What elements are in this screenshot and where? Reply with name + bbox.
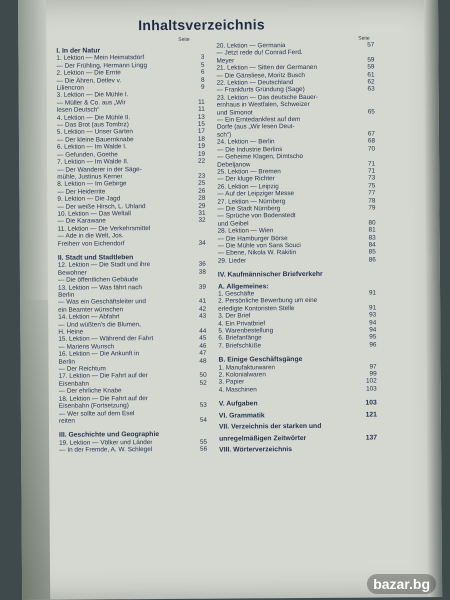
toc-entry-title: — Mariens Wunsch (58, 343, 115, 351)
toc-entry-title: — Geheime Klagen, Dimtscho (217, 153, 304, 161)
toc-entry-page: 55 (199, 438, 208, 446)
toc-entry-page (204, 254, 206, 261)
toc-entry-page: 29 (198, 202, 206, 210)
toc-entry-page: 41 (198, 298, 207, 306)
toc-entry-page (204, 291, 206, 298)
toc-entry-title: 1. Manufakturwaren (218, 363, 276, 372)
toc-entry-title: Debeljanow (217, 160, 251, 169)
toc-entry-page: 80 (368, 219, 376, 227)
toc-entry-title: mühle, Justinus Kerner (57, 173, 123, 181)
toc-entry-title: lesen Deutsch“ (56, 106, 100, 114)
toc-entry-title: 4. Lektion — Die Mühle II. (56, 113, 131, 122)
toc-entry-page: 68 (367, 137, 376, 145)
toc-entry-title: — Die Ähren, Detlev v. (56, 76, 122, 85)
toc-entry-title: 27. Lektion — Nürnberg (217, 197, 286, 206)
toc-entry-title: reiten (58, 417, 75, 425)
toc-entry-page: 48 (199, 357, 207, 365)
toc-entry-title: — In der Fremde, A. W. Schlegel (59, 446, 153, 454)
toc-entry-title: und Simonot (216, 109, 253, 117)
toc-entry-page: 95 (369, 333, 377, 341)
toc-entry-title: — Die Mühle von Sans Souci (217, 242, 301, 250)
toc-entry-page: 32 (198, 217, 206, 225)
toc-entry-page: 91 (368, 289, 377, 297)
toc-entry-title: — Die öffentlichen Gebäude (57, 276, 139, 284)
toc-entry-page: 46 (199, 342, 207, 350)
toc-entry-page: 93 (369, 311, 377, 319)
toc-entry-title: 9. Lektion — Die Jagd (57, 195, 121, 203)
toc-section-heading (219, 400, 377, 409)
toc-entry-page: 13 (197, 113, 205, 121)
toc-entry-page: 99 (369, 370, 377, 378)
toc-right-column (216, 42, 377, 454)
toc-entry-title: — Die Stadt Nürnberg (217, 205, 281, 213)
toc-entry-page (204, 224, 206, 231)
toc-entry-page: 8 (200, 76, 205, 84)
toc-entry-page: 42 (199, 305, 207, 313)
toc-entry-page: 102 (365, 377, 377, 386)
toc-entry-title: — Die Industrie Berlins (217, 145, 283, 154)
toc-entry-title: 3. Der Brief (218, 312, 251, 320)
toc-entry-page: 39 (198, 283, 207, 291)
toc-entry-page (374, 297, 376, 304)
toc-entry-page: 44 (199, 327, 207, 335)
toc-entry-title: — Frankfurts Gründung (Sage) (216, 86, 305, 95)
toc-entry-page (373, 123, 375, 130)
toc-entry-title: 6. Lektion — Im Walde I. (57, 143, 127, 152)
toc-entry-page (372, 49, 374, 56)
toc-entry-title: 4. Ein Privatbrief (218, 319, 266, 328)
toc-entry-title: III. Geschichte und Geographie (59, 431, 160, 440)
toc-entry-title: 3. Papier (218, 378, 245, 387)
toc-entry-title: ernhaus in Westfalen, Schweizer (216, 101, 310, 109)
toc-entry-page: 26 (198, 187, 206, 195)
toc-entry-page: 19 (197, 142, 206, 151)
toc-entry-page: 94 (369, 326, 377, 334)
toc-entry-title: 28. Lektion — Wien (217, 227, 274, 235)
toc-entry-title: 5. Lektion — Unser Garten (56, 128, 133, 137)
toc-entry-page (203, 91, 205, 98)
toc-entry-title: VII. Verzeichnis der starken und (218, 422, 322, 431)
watermark-dot: . (409, 576, 413, 592)
toc-entry-page (375, 423, 377, 430)
toc-entry-title: 8. Lektion — Im Gebirge (57, 180, 127, 189)
toc-entry-page (203, 165, 205, 172)
toc-entry-title: erledigte Kontoristen Stelle (218, 304, 295, 313)
toc-entry-page: 73 (368, 174, 376, 182)
toc-entry-title: 24. Lektion — Berlin (216, 138, 275, 146)
toc-entry-page: 34 (198, 239, 206, 247)
toc-entry-page (374, 271, 376, 278)
toc-entry-page (204, 276, 206, 283)
toc-entry-page: 38 (198, 268, 206, 276)
toc-entry-title: sch“) (216, 131, 232, 139)
toc-entry-title: — Ebene, Nikola W. Rakitin (217, 249, 297, 257)
watermark-logo (367, 574, 436, 594)
toc-entry-title: — Jetzt rede du! Conrad Ferd. (216, 49, 303, 58)
toc-entry-page: 43 (199, 312, 207, 320)
toc-entry-title: 13. Lektion — Was fährt nach (57, 283, 142, 292)
toc-entry-title: 14. Lektion — Abfahrt (58, 313, 120, 321)
toc-entry-page: 65 (367, 108, 375, 116)
toc-entry-page: 5 (200, 61, 205, 69)
toc-entry-page: 67 (367, 130, 375, 138)
toc-section-heading (219, 445, 377, 454)
toc-entry-title: — Der ehrliche Knabe (58, 387, 122, 396)
toc-entry-title: — Ade in die Welt, Jos. (57, 232, 124, 240)
toc-entry-page (202, 47, 204, 54)
toc-entry-page: 96 (369, 341, 377, 349)
toc-entry-title: 20. Lektion — Germania (216, 42, 286, 50)
toc-entry-title: Berlin (58, 291, 75, 299)
toc-entry-title: — Müller & Co. aus „Wir (56, 99, 126, 107)
toc-entry-page: 23 (198, 172, 206, 180)
toc-entry-title: — Auf der Leipziger Messe (217, 190, 295, 198)
toc-entry-title: 18. Lektion — Die Fahrt auf der (58, 394, 148, 403)
toc-entry-title: IV. Kaufmännischer Briefverkehr (217, 271, 323, 279)
toc-entry-page: 94 (369, 319, 377, 327)
toc-entry-page: 54 (199, 416, 207, 424)
toc-entry-page: 71 (368, 167, 376, 175)
toc-entry-page (373, 153, 375, 160)
toc-entry-title: 22. Lektion — Deutschland (216, 79, 294, 87)
toc-entry-title: 5. Warenbestellung (218, 327, 274, 335)
toc-entry-page: 31 (198, 209, 206, 217)
toc-entry-page: 19 (197, 150, 206, 158)
toc-entry-page: 56 (200, 445, 208, 453)
toc-entry-title: 19. Lektion — Völker und Länder (59, 438, 153, 447)
toc-entry-page: 3 (200, 54, 205, 62)
toc-entry-page (373, 101, 375, 108)
toc-entry-page: 28 (198, 194, 206, 202)
toc-entry-page: 137 (365, 434, 378, 442)
toc-entry-title: Freiherr von Eichendorf (57, 239, 125, 248)
toc-entry-title: 11. Lektion — Die Verkehrsmittel (57, 224, 151, 233)
toc-entry-title: 7. Briefschlüße (218, 342, 262, 350)
toc-entry-title: VIII. Wörterverzeichnis (219, 446, 293, 454)
toc-entry-page: 81 (368, 226, 376, 234)
toc-section-heading (219, 423, 377, 432)
toc-entry-page: 50 (199, 372, 207, 380)
toc-entry-title: — Sprüche von Bodenstedt (217, 212, 296, 220)
toc-entry-title: 2. Lektion — Die Ernte (56, 69, 121, 77)
toc-entry-page: 79 (368, 204, 376, 212)
toc-entry-title: 15. Lektion — Während der Fahrt (58, 335, 154, 344)
toc-entry-page: 59 (367, 63, 375, 71)
toc-entry-title: I. In der Natur (56, 47, 101, 55)
toc-entry-page: 47 (199, 349, 207, 357)
toc-entry-title: und Geibel (217, 220, 249, 228)
toc-entry-page: 18 (197, 135, 205, 143)
toc-entry-title: 21. Lektion — Sitten der Germanen (216, 64, 318, 72)
toc-entry-page (374, 282, 376, 289)
seite-label-left: Seite (178, 36, 190, 43)
toc-entry-page: 103 (366, 385, 377, 393)
toc-entry-page: 15 (197, 120, 205, 128)
toc-entry-title: 16. Lektion — Die Ankunft in (58, 350, 140, 358)
toc-entry-title: Dorfe (aus „Wir lesen Deut- (216, 123, 295, 132)
toc-entry-title: 12. Lektion — Die Stadt und ihre (57, 261, 151, 270)
toc-entry-title: — Der Frühling, Hermann Lingg (56, 61, 148, 70)
toc-entry-page: 62 (367, 78, 375, 86)
toc-entry (59, 446, 207, 454)
toc-entry-page: 45 (199, 335, 207, 343)
toc-entry-page (205, 394, 207, 401)
toc-entry-title: unregelmäßigen Zeitwörter (219, 434, 307, 443)
toc-entry-title: Eisenbahn (Fortsetzung) (58, 402, 129, 410)
toc-entry-title: — Der kleine Bauernknabe (56, 136, 134, 144)
toc-entry-page: 36 (198, 261, 206, 269)
toc-entry-title: — Gefunden, Goethe (57, 150, 118, 159)
toc-entry-title: — Wer sollte auf dem Esel (58, 409, 135, 418)
toc-entry-page: 59 (367, 56, 375, 64)
toc-entry-title: 29. Lieder (217, 257, 247, 265)
toc-entry-title: 6. Briefanfänge (218, 334, 262, 343)
book-page (18, 0, 442, 600)
watermark-text: bazar (373, 576, 409, 592)
toc-entry-title: 10. Lektion — Das Weltall (57, 210, 131, 218)
toc-entry-page: 86 (368, 256, 376, 264)
toc-entry-title: B. Einige Geschäftsgänge (218, 356, 303, 364)
toc-entry-title: — Der Reichtum (58, 365, 106, 373)
toc-entry-page: 53 (199, 401, 207, 409)
toc-entry-page (205, 365, 207, 372)
toc-entry-title: 2. Kolonialwaren (218, 371, 266, 379)
toc-entry-title: Eisenbahn (58, 380, 89, 388)
toc-entry-title: Berlin (58, 358, 75, 366)
toc-entry-title: Meyer (216, 57, 235, 65)
toc-entry-title: H. Heine (58, 328, 84, 336)
toc-entry-title: — Der kluge Richter (217, 175, 275, 183)
toc-left-column (56, 43, 207, 455)
toc-entry-page: 103 (365, 399, 377, 407)
toc-entry-page: 11 (198, 105, 205, 113)
toc-entry-page (205, 409, 207, 416)
toc-entry-page (205, 387, 207, 394)
toc-entry-title: 1. Lektion — Mein Heimatsdorf (56, 54, 145, 63)
seite-label-right: Seite (358, 35, 370, 42)
page-right-edge (424, 0, 442, 597)
toc-entry-page: 25 (198, 180, 206, 188)
toc-entry-page: 71 (368, 160, 376, 168)
toc-entry-page: 77 (368, 189, 376, 197)
toc-entry-page: 63 (367, 85, 375, 93)
toc-entry-page: 61 (367, 71, 375, 79)
toc-entry-title: ein Beamter wünschen (58, 306, 124, 314)
toc-entry-title: — Die Karawane (57, 217, 106, 226)
toc-entry-title: 3. Lektion — Die Mühle I. (56, 91, 129, 100)
toc-entry-page (373, 212, 375, 219)
toc-entry-title: V. Aufgaben (218, 400, 258, 408)
toc-entry-title: — Und wüßten's die Blumen, (58, 320, 141, 329)
toc-entry-title: — Der weiße Hirsch, L. Uhland (57, 202, 146, 211)
toc-entry-page: 84 (368, 241, 376, 249)
toc-entry-title: — Die Gänsliese, Moritz Busch (216, 71, 305, 80)
toc-entry-title: II. Stadt und Stadtleben (57, 254, 134, 262)
toc-entry-page (373, 93, 375, 100)
toc-entry-page: 78 (368, 197, 376, 205)
toc-entry-page (373, 116, 375, 123)
toc-entry-title: 1. Geschäfte (218, 290, 255, 298)
toc-entry-title: — Der Heiderrite (57, 188, 106, 196)
toc-entry-title: 17. Lektion — Die Fahrt auf der (58, 372, 148, 381)
toc-entry-title: Liliencron (56, 84, 85, 92)
toc-entry-page: 22 (197, 157, 206, 165)
toc-entry-page: 97 (369, 363, 377, 371)
toc-entry-page (374, 356, 376, 363)
toc-entry-title: — Ein Erntedankfest auf dem (216, 116, 301, 124)
toc-entry-page: 11 (198, 98, 205, 106)
watermark-tld: bg (412, 576, 430, 592)
toc-entry-title: — Die Hamburger Börse (217, 234, 288, 243)
toc-entry-page: 70 (367, 145, 376, 153)
toc-section-heading (219, 411, 377, 420)
toc-entry-title: 23. Lektion — Das deutsche Bauer- (216, 93, 318, 102)
toc-entry-title: Bewohner (57, 269, 87, 277)
toc-entry-page: 9 (201, 83, 205, 91)
toc-entry-page: 121 (365, 411, 377, 419)
toc-entry-page: 17 (197, 128, 205, 136)
toc-section-heading (218, 271, 376, 280)
page-stain (20, 300, 50, 600)
toc-entry-title: 26. Lektion — Leipzig (217, 182, 279, 191)
toc-entry-title: A. Allgemeines: (217, 282, 269, 291)
toc-entry-page (205, 431, 207, 438)
toc-entry-title: — Der Wanderer in der Säge- (57, 165, 142, 174)
toc-entry-page: 85 (368, 248, 376, 256)
toc-entry-page: 83 (368, 234, 376, 242)
toc-entry-page (204, 232, 206, 239)
toc-entry-page (375, 445, 377, 452)
toc-entry-page (204, 320, 206, 327)
toc-section-heading (219, 434, 377, 443)
toc-entry-title: — Was ein Geschäftsleiter und (58, 298, 146, 307)
toc-entry-page: 91 (369, 304, 377, 312)
toc-entry-page: 75 (368, 182, 376, 190)
toc-entry-page: 6 (200, 68, 205, 76)
toc-entry-title: — Das Brot (aus Tombrz) (56, 121, 129, 129)
page-title: Inhaltsverzeichnis (138, 16, 266, 34)
toc-entry-title: 2. Persönliche Bewerbung um eine (218, 297, 318, 306)
toc-entry-title: 4. Maschinen (218, 386, 257, 394)
toc-entry-title: VI. Grammatik (218, 411, 265, 420)
toc-entry-title: 25. Lektion — Bremen (217, 168, 281, 176)
toc-entry-page: 52 (199, 379, 207, 387)
toc-entry-page: 57 (367, 41, 375, 49)
toc-gap (59, 424, 207, 428)
toc-entry-title: 7. Lektion — Im Walde II. (57, 158, 129, 166)
